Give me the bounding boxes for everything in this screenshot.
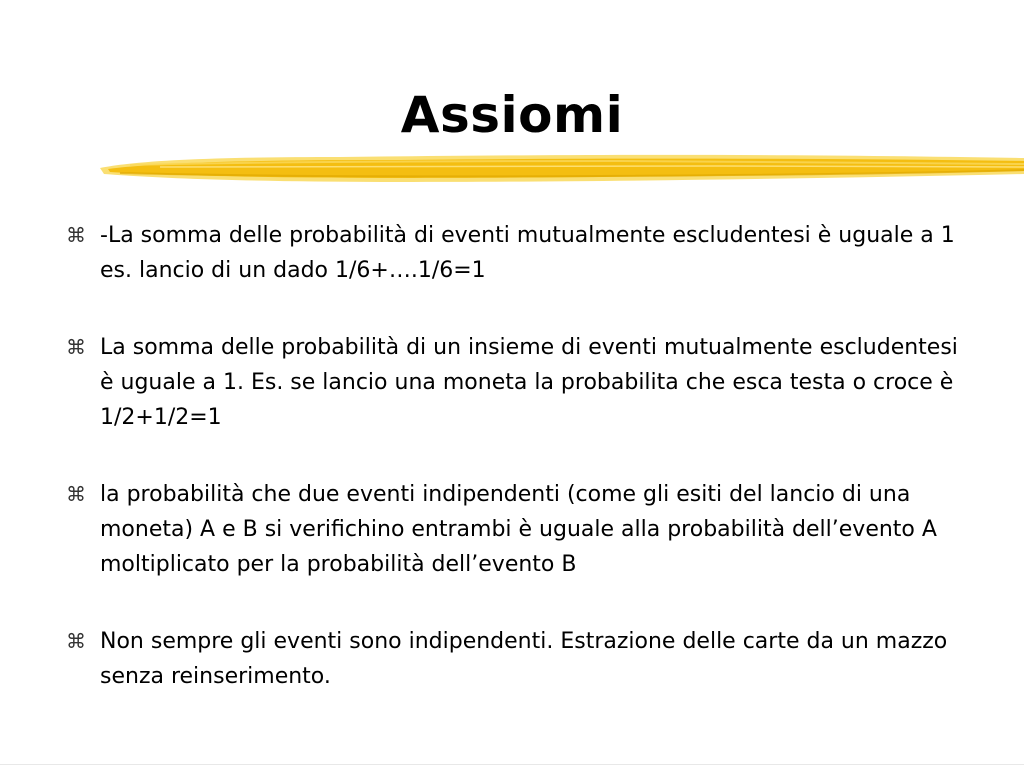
command-key-icon: ⌘ [66, 482, 86, 506]
title-underline-brush-stroke [100, 146, 1024, 188]
command-key-icon: ⌘ [66, 629, 86, 653]
bullet-text: Non sempre gli eventi sono indipendenti. Estrazione delle carte da un mazzo senza reinserimento. [100, 629, 948, 689]
command-key-icon: ⌘ [66, 335, 86, 359]
bullet-item [66, 218, 966, 288]
bullet-item [66, 330, 966, 435]
bullet-text: la probabilità che due eventi indipendenti (come gli esiti del lancio di una moneta) A e B si verifichino entrambi è uguale alla probabilità dell’evento A moltiplicato per la probabilità dell’evento B [100, 482, 937, 577]
bullet-list [66, 218, 966, 694]
bullet-item [66, 624, 966, 694]
command-key-icon: ⌘ [66, 223, 86, 247]
bottom-divider [0, 764, 1024, 765]
bullet-item [66, 477, 966, 582]
slide-title: Assiomi [400, 86, 624, 144]
bullet-text: -La somma delle probabilità di eventi mutualmente escludentesi è uguale a 1 es. lancio di un dado 1/6+….1/6=1 [100, 223, 955, 283]
bullet-text: La somma delle probabilità di un insieme di eventi mutualmente escludentesi è uguale a 1. Es. se lancio una moneta la probabilita che esca testa o croce è 1/2+1/2=1 [100, 335, 958, 430]
